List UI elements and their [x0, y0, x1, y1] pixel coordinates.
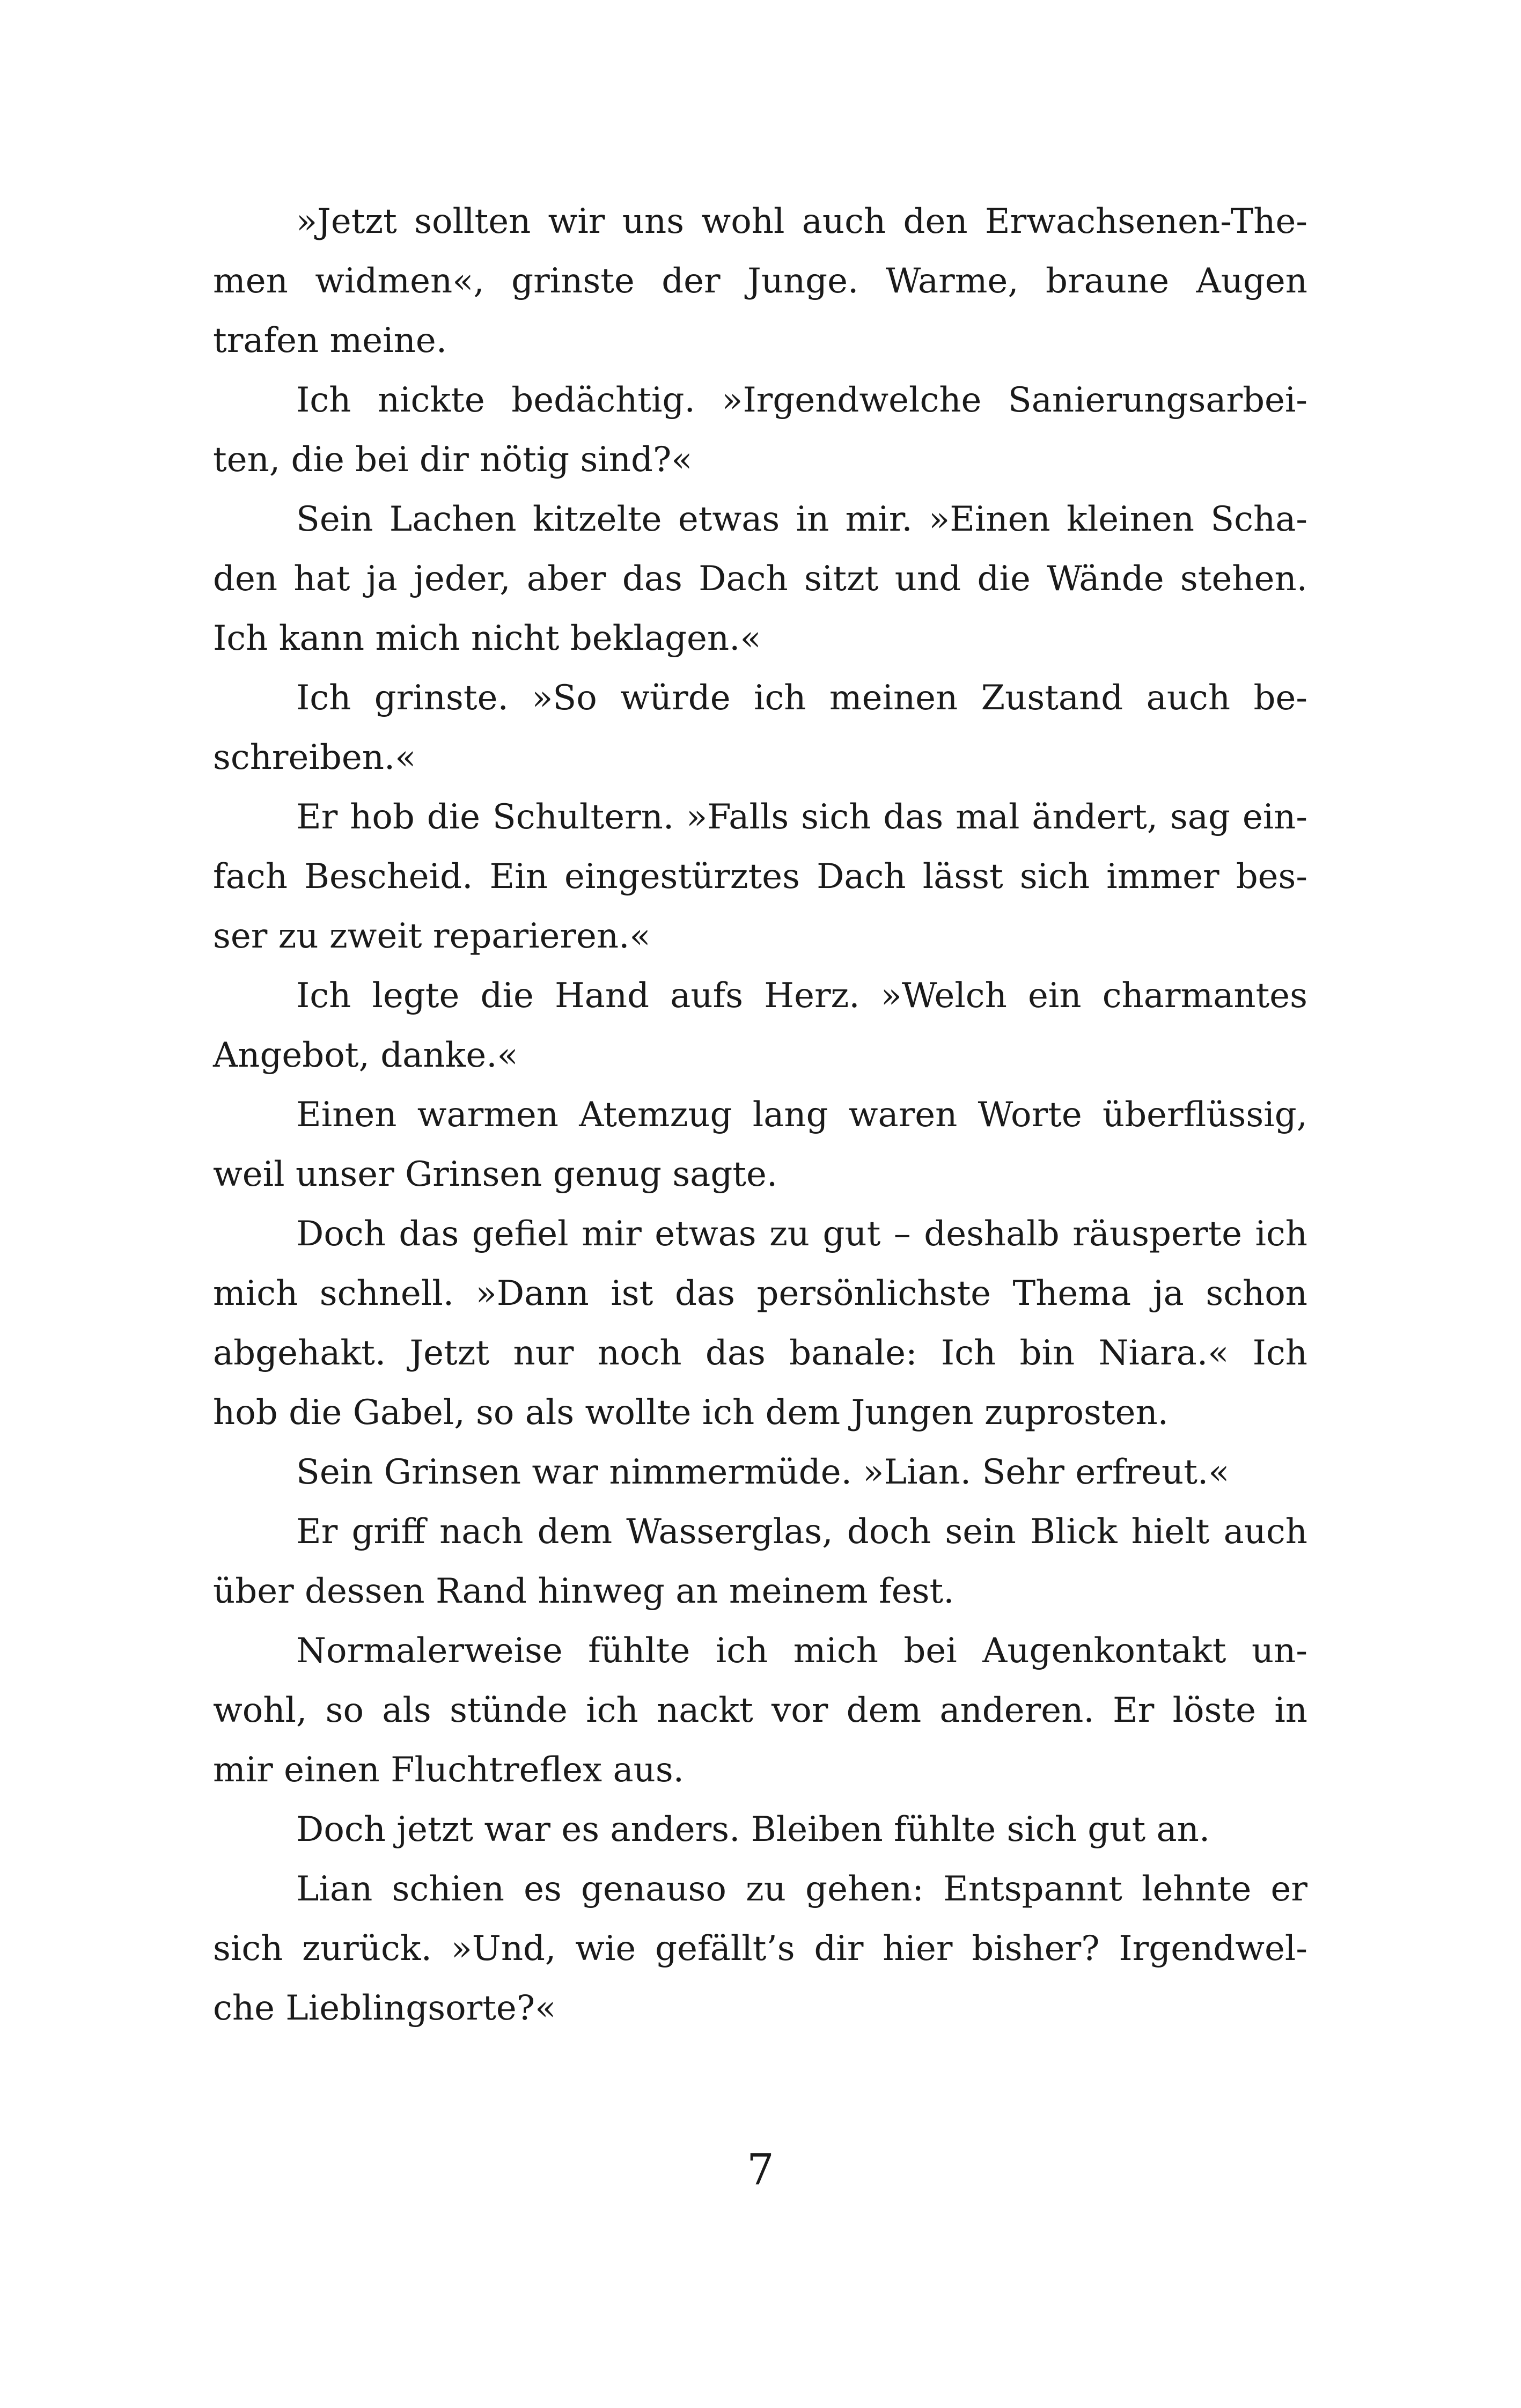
text-line: fach Bescheid. Ein eingestürztes Dach lässt sich immer bes- — [213, 857, 1307, 897]
text-line: ser zu zweit reparieren.« — [213, 916, 651, 956]
text-line: Ich nickte bedächtig. »Irgendwelche Sanierungsarbei- — [296, 380, 1307, 420]
body-text — [213, 192, 1307, 2038]
text-line: Sein Lachen kitzelte etwas in mir. »Einen kleinen Scha- — [296, 500, 1307, 539]
text-line: Ich grinste. »So würde ich meinen Zustand auch be- — [296, 678, 1307, 718]
text-line: über dessen Rand hinweg an meinem fest. — [213, 1572, 954, 1611]
text-line: ten, die bei dir nötig sind?« — [213, 440, 693, 480]
text-line: mir einen Fluchtreflex aus. — [213, 1750, 684, 1790]
text-line: men widmen«, grinste der Junge. Warme, braune Augen — [213, 261, 1307, 301]
text-line: Er griff nach dem Wasserglas, doch sein Blick hielt auch — [296, 1512, 1307, 1552]
text-line: Angebot, danke.« — [213, 1036, 518, 1075]
text-line: schreiben.« — [213, 738, 416, 777]
text-line: Normalerweise fühlte ich mich bei Augenkontakt un- — [296, 1631, 1307, 1671]
text-line: Lian schien es genauso zu gehen: Entspannt lehnte er — [296, 1869, 1307, 1909]
text-line: Ich legte die Hand aufs Herz. »Welch ein charmantes — [296, 976, 1307, 1016]
text-line: Ich kann mich nicht beklagen.« — [213, 619, 761, 658]
text-line: Doch das gefiel mir etwas zu gut – deshalb räusperte ich — [296, 1214, 1307, 1254]
text-line: trafen meine. — [213, 321, 447, 361]
text-line: Sein Grinsen war nimmermüde. »Lian. Sehr erfreut.« — [296, 1452, 1230, 1492]
text-line: abgehakt. Jetzt nur noch das banale: Ich bin Niara.« Ich — [213, 1333, 1307, 1373]
text-line: hob die Gabel, so als wollte ich dem Jungen zuprosten. — [213, 1393, 1169, 1433]
text-line: Einen warmen Atemzug lang waren Worte überflüssig, — [296, 1095, 1307, 1135]
text-line: den hat ja jeder, aber das Dach sitzt und die Wände stehen. — [213, 559, 1307, 599]
text-line: mich schnell. »Dann ist das persönlichste Thema ja schon — [213, 1274, 1307, 1313]
text-line: Doch jetzt war es anders. Bleiben fühlte sich gut an. — [296, 1810, 1210, 1849]
page-number: 7 — [747, 2145, 774, 2194]
text-line: wohl, so als stünde ich nackt vor dem anderen. Er löste in — [213, 1691, 1307, 1730]
text-line: weil unser Grinsen genug sagte. — [213, 1155, 778, 1194]
text-line: sich zurück. »Und, wie gefällt’s dir hier bisher? Irgendwel- — [213, 1929, 1307, 1969]
text-line: »Jetzt sollten wir uns wohl auch den Erwachsenen-The- — [296, 202, 1307, 241]
text-line: Er hob die Schultern. »Falls sich das mal ändert, sag ein- — [296, 797, 1307, 837]
text-line: che Lieblingsorte?« — [213, 1988, 556, 2028]
